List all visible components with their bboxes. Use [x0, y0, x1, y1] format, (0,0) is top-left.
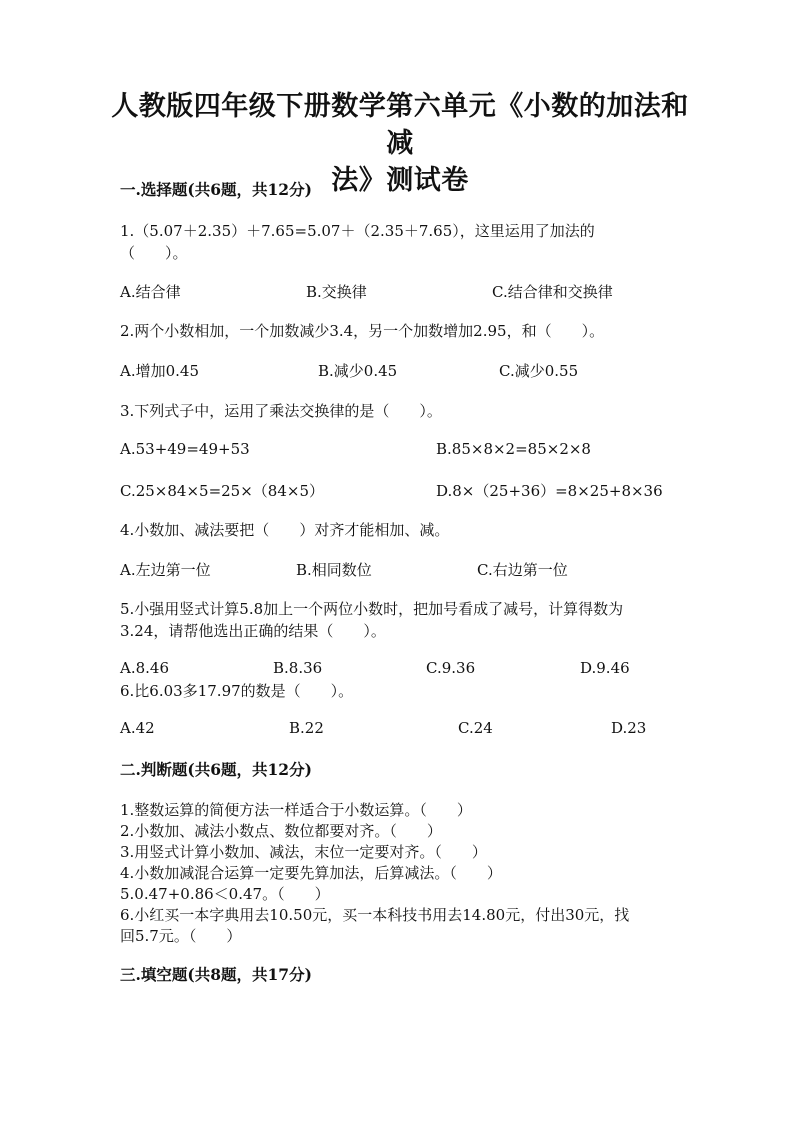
question-3-option-a: A.53+49=49+53: [120, 440, 250, 458]
exam-title-line-2: 法》测试卷: [331, 165, 469, 196]
section-heading-judgement: 二.判断题(共6题，共12分): [120, 760, 312, 779]
judgement-item-6: 6.小红买一本字典用去10.50元，买一本科技书用去14.80元，付出30元，找: [120, 906, 630, 924]
section-heading-choice: 一.选择题(共6题，共12分): [120, 180, 312, 199]
question-2-option-b: B.减少0.45: [318, 362, 398, 380]
question-4-option-a: A.左边第一位: [120, 561, 211, 579]
question-4-option-b: B.相同数位: [296, 561, 372, 579]
question-6-option-c: C.24: [458, 719, 493, 737]
question-6-option-d: D.23: [611, 719, 647, 737]
question-1-option-c: C.结合律和交换律: [492, 283, 613, 301]
question-6-text: 6.比6.03多17.97的数是（ ）。: [120, 682, 354, 700]
judgement-item-1: 1.整数运算的简便方法一样适合于小数运算。（ ）: [120, 801, 472, 819]
judgement-item-2: 2.小数加、减法小数点、数位都要对齐。（ ）: [120, 822, 442, 840]
judgement-item-5: 5.0.47+0.86＜0.47。（ ）: [120, 885, 330, 903]
question-1-option-a: A.结合律: [120, 283, 181, 301]
question-5-text: 5.小强用竖式计算5.8加上一个两位小数时，把加号看成了减号，计算得数为: [120, 600, 624, 618]
question-6-option-b: B.22: [289, 719, 324, 737]
judgement-item-4: 4.小数加减混合运算一定要先算加法，后算减法。（ ）: [120, 864, 502, 882]
question-2-option-a: A.增加0.45: [120, 362, 199, 380]
question-3-option-c: C.25×84×5=25×（84×5）: [120, 482, 324, 500]
question-1-text: 1.（5.07＋2.35）＋7.65=5.07＋（2.35＋7.65），这里运用了加法的: [120, 222, 595, 240]
judgement-item-3: 3.用竖式计算小数加、减法，末位一定要对齐。（ ）: [120, 843, 487, 861]
question-3-option-b: B.85×8×2=85×2×8: [436, 440, 591, 458]
exam-title-line-1: 人教版四年级下册数学第六单元《小数的加法和减: [111, 91, 689, 159]
question-4-text: 4.小数加、减法要把（ ）对齐才能相加、减。: [120, 521, 450, 539]
question-5-option-a: A.8.46: [120, 659, 169, 677]
question-1-text-cont: （ ）。: [120, 244, 188, 262]
question-3-text: 3.下列式子中，运用了乘法交换律的是（ ）。: [120, 402, 442, 420]
question-5-option-b: B.8.36: [273, 659, 323, 677]
question-3-option-d: D.8×（25+36）=8×25+8×36: [436, 482, 663, 500]
question-4-option-c: C.右边第一位: [477, 561, 568, 579]
question-1-option-b: B.交换律: [306, 283, 367, 301]
question-6-option-a: A.42: [120, 719, 155, 737]
section-heading-fill-blank: 三.填空题(共8题，共17分): [120, 965, 312, 984]
question-2-text: 2.两个小数相加，一个加数减少3.4，另一个加数增加2.95，和（ ）。: [120, 322, 605, 340]
judgement-item-6-cont: 回5.7元。（ ）: [120, 927, 242, 945]
question-5-option-c: C.9.36: [426, 659, 476, 677]
question-2-option-c: C.减少0.55: [499, 362, 579, 380]
question-5-text-cont: 3.24，请帮他选出正确的结果（ ）。: [120, 622, 386, 640]
question-5-option-d: D.9.46: [580, 659, 630, 677]
